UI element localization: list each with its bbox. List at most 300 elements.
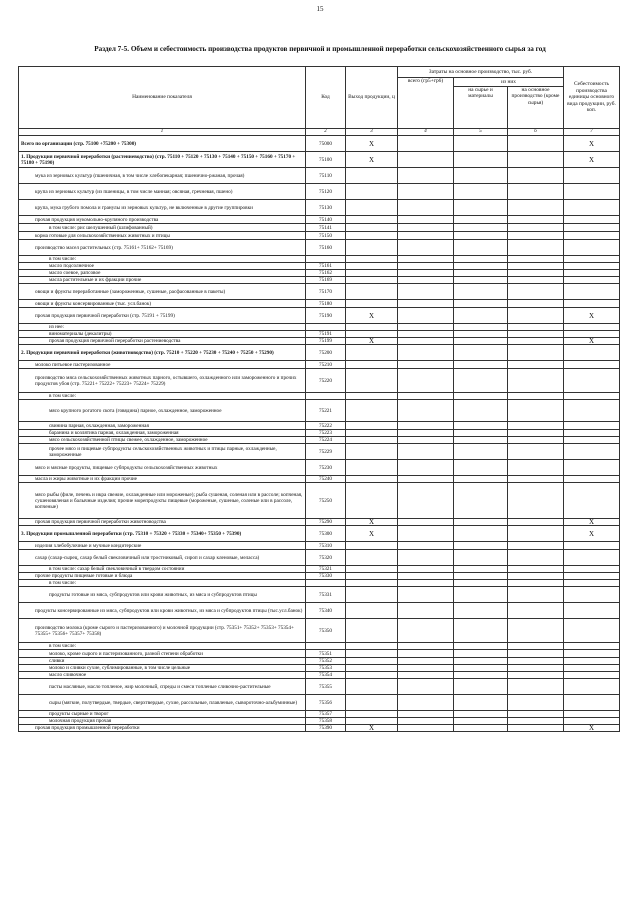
total-cost-cell bbox=[398, 284, 454, 300]
table-row bbox=[19, 430, 620, 437]
output-cell bbox=[346, 650, 398, 658]
main-cost-cell bbox=[508, 345, 564, 361]
row-name-cell: молочная продукция прочая bbox=[19, 718, 306, 725]
main-cost-cell bbox=[508, 437, 564, 444]
raw-cost-cell bbox=[454, 400, 508, 422]
header-output: Выход продукции, ц bbox=[346, 67, 398, 129]
row-code-cell: 75390 bbox=[306, 725, 346, 732]
row-name-cell: в том числе: сахар белый свекловичный в твердом состоянии bbox=[19, 566, 306, 573]
column-number: 5 bbox=[454, 129, 508, 136]
column-number: 4 bbox=[398, 129, 454, 136]
row-code-cell: 75210 bbox=[306, 361, 346, 369]
output-cell bbox=[346, 437, 398, 444]
row-code-cell: 75300 bbox=[306, 526, 346, 542]
output-cell bbox=[346, 444, 398, 460]
table-body bbox=[19, 136, 620, 732]
main-cost-cell bbox=[508, 240, 564, 256]
row-code-cell: 75357 bbox=[306, 711, 346, 718]
row-name-cell: в том числе: bbox=[19, 256, 306, 263]
unit-cost-cell bbox=[564, 422, 620, 430]
total-cost-cell bbox=[398, 444, 454, 460]
output-cell bbox=[346, 393, 398, 400]
unit-cost-cell bbox=[564, 240, 620, 256]
output-cell bbox=[346, 483, 398, 519]
column-number-row bbox=[19, 129, 620, 136]
raw-cost-cell bbox=[454, 216, 508, 224]
raw-cost-cell bbox=[454, 168, 508, 184]
unit-cost-cell: X bbox=[564, 308, 620, 324]
row-code-cell bbox=[306, 324, 346, 331]
row-name-cell: продукты консервированные из мяса, субпродуктов или крови животных, из мяса и субпродуктов птицы (тыс.усл.банок) bbox=[19, 603, 306, 619]
row-code-cell: 75353 bbox=[306, 665, 346, 672]
output-cell bbox=[346, 460, 398, 476]
total-cost-cell bbox=[398, 566, 454, 573]
total-cost-cell bbox=[398, 277, 454, 284]
output-cell bbox=[346, 573, 398, 580]
main-cost-cell bbox=[508, 430, 564, 437]
row-code-cell: 75000 bbox=[306, 136, 346, 152]
row-code-cell: 75340 bbox=[306, 603, 346, 619]
main-cost-cell bbox=[508, 338, 564, 345]
row-name-cell: прочая продукция первичной переработки растениеводства bbox=[19, 338, 306, 345]
column-number: 3 bbox=[346, 129, 398, 136]
unit-cost-cell bbox=[564, 695, 620, 711]
raw-cost-cell bbox=[454, 476, 508, 483]
row-code-cell: 75356 bbox=[306, 695, 346, 711]
raw-cost-cell bbox=[454, 136, 508, 152]
row-code-cell: 75162 bbox=[306, 270, 346, 277]
row-code-cell: 75352 bbox=[306, 658, 346, 665]
unit-cost-cell bbox=[564, 345, 620, 361]
main-cost-cell bbox=[508, 270, 564, 277]
row-code-cell: 75199 bbox=[306, 338, 346, 345]
unit-cost-cell bbox=[564, 573, 620, 580]
total-cost-cell bbox=[398, 216, 454, 224]
total-cost-cell bbox=[398, 308, 454, 324]
main-cost-cell bbox=[508, 542, 564, 550]
output-cell bbox=[346, 430, 398, 437]
table-row bbox=[19, 270, 620, 277]
main-cost-cell bbox=[508, 460, 564, 476]
table-row bbox=[19, 658, 620, 665]
raw-cost-cell bbox=[454, 573, 508, 580]
raw-cost-cell bbox=[454, 587, 508, 603]
row-code-cell: 75190 bbox=[306, 308, 346, 324]
unit-cost-cell bbox=[564, 361, 620, 369]
main-cost-cell bbox=[508, 519, 564, 526]
row-code-cell: 75191 bbox=[306, 331, 346, 338]
raw-cost-cell bbox=[454, 430, 508, 437]
total-cost-cell bbox=[398, 587, 454, 603]
table-row bbox=[19, 650, 620, 658]
total-cost-cell bbox=[398, 725, 454, 732]
main-cost-cell bbox=[508, 200, 564, 216]
raw-cost-cell bbox=[454, 519, 508, 526]
unit-cost-cell bbox=[564, 483, 620, 519]
main-cost-cell bbox=[508, 308, 564, 324]
table-row bbox=[19, 573, 620, 580]
raw-cost-cell bbox=[454, 580, 508, 587]
row-name-cell: продукты сырные и творог bbox=[19, 711, 306, 718]
raw-cost-cell bbox=[454, 711, 508, 718]
main-cost-cell bbox=[508, 476, 564, 483]
output-cell bbox=[346, 345, 398, 361]
raw-cost-cell bbox=[454, 550, 508, 566]
table-row bbox=[19, 224, 620, 232]
total-cost-cell bbox=[398, 460, 454, 476]
raw-cost-cell bbox=[454, 224, 508, 232]
main-cost-cell bbox=[508, 665, 564, 672]
row-name-cell: виноматериалы (декалитры) bbox=[19, 331, 306, 338]
table-row bbox=[19, 256, 620, 263]
output-cell bbox=[346, 658, 398, 665]
output-cell bbox=[346, 277, 398, 284]
table-row bbox=[19, 711, 620, 718]
unit-cost-cell bbox=[564, 200, 620, 216]
row-code-cell: 75240 bbox=[306, 476, 346, 483]
total-cost-cell bbox=[398, 519, 454, 526]
main-cost-cell bbox=[508, 725, 564, 732]
total-cost-cell bbox=[398, 270, 454, 277]
output-cell bbox=[346, 284, 398, 300]
row-name-cell: масла растительные и их фракции прочие bbox=[19, 277, 306, 284]
output-cell bbox=[346, 566, 398, 573]
raw-cost-cell bbox=[454, 331, 508, 338]
row-name-cell: масло соевое, рапсовое bbox=[19, 270, 306, 277]
table-row bbox=[19, 718, 620, 725]
unit-cost-cell: X bbox=[564, 338, 620, 345]
total-cost-cell bbox=[398, 152, 454, 168]
row-name-cell: в том числе: bbox=[19, 643, 306, 650]
row-code-cell: 75169 bbox=[306, 277, 346, 284]
main-cost-cell bbox=[508, 256, 564, 263]
header-costs-group: Затраты на основное производство, тыс. руб. bbox=[398, 67, 564, 78]
output-cell: X bbox=[346, 308, 398, 324]
table-row bbox=[19, 338, 620, 345]
table-row bbox=[19, 444, 620, 460]
row-code-cell: 75110 bbox=[306, 168, 346, 184]
row-code-cell: 75229 bbox=[306, 444, 346, 460]
output-cell bbox=[346, 200, 398, 216]
raw-cost-cell bbox=[454, 369, 508, 393]
unit-cost-cell bbox=[564, 619, 620, 643]
row-name-cell: масло сливочное bbox=[19, 672, 306, 679]
main-cost-cell bbox=[508, 224, 564, 232]
main-cost-cell bbox=[508, 658, 564, 665]
total-cost-cell bbox=[398, 256, 454, 263]
unit-cost-cell bbox=[564, 603, 620, 619]
unit-cost-cell bbox=[564, 566, 620, 573]
row-name-cell: мука из зерновых культур (пшеничная, в том числе хлебопекарная; пшенично-ржаная, прочая) bbox=[19, 168, 306, 184]
raw-cost-cell bbox=[454, 422, 508, 430]
main-cost-cell bbox=[508, 400, 564, 422]
raw-cost-cell bbox=[454, 679, 508, 695]
main-cost-cell bbox=[508, 526, 564, 542]
unit-cost-cell bbox=[564, 400, 620, 422]
row-name-cell: изделия хлебобулочные и мучные кондитерские bbox=[19, 542, 306, 550]
total-cost-cell bbox=[398, 136, 454, 152]
unit-cost-cell: X bbox=[564, 725, 620, 732]
raw-cost-cell bbox=[454, 460, 508, 476]
row-name-cell: в том числе: bbox=[19, 580, 306, 587]
row-code-cell: 75100 bbox=[306, 152, 346, 168]
header-raw-materials: на сырье и материалы bbox=[454, 87, 508, 129]
unit-cost-cell bbox=[564, 711, 620, 718]
row-code-cell: 75200 bbox=[306, 345, 346, 361]
total-cost-cell bbox=[398, 476, 454, 483]
raw-cost-cell bbox=[454, 437, 508, 444]
row-name-cell: прочая продукция мукомольно-крупяного производства bbox=[19, 216, 306, 224]
row-name-cell: овощи и фрукты переработанные (замороженные, сушеные, расфасованные в пакеты) bbox=[19, 284, 306, 300]
output-cell bbox=[346, 550, 398, 566]
row-name-cell: из нее: bbox=[19, 324, 306, 331]
row-name-cell: 2. Продукция первичной переработки (животноводство) (стр. 75210 + 75220 + 75230 + 75240 + 75250 + 75290) bbox=[19, 345, 306, 361]
row-name-cell: крупа из зерновых культур (из пшеницы, в том числе манная; овсяная, гречневая, пшено) bbox=[19, 184, 306, 200]
total-cost-cell bbox=[398, 650, 454, 658]
unit-cost-cell bbox=[564, 277, 620, 284]
total-cost-cell bbox=[398, 184, 454, 200]
row-code-cell bbox=[306, 643, 346, 650]
unit-cost-cell bbox=[564, 224, 620, 232]
row-code-cell: 75330 bbox=[306, 573, 346, 580]
row-code-cell: 75358 bbox=[306, 718, 346, 725]
row-name-cell: прочее мясо и пищевые субпродукты сельскохозяйственных животных и птицы парные, охлажденные, замороженные bbox=[19, 444, 306, 460]
row-name-cell: производство молока (кроме сырого и пастеризованного) и молочной продукции (стр. 75351+ 75352+ 75353+ 75354+ 75355+ 75356+ 75357+ 75358) bbox=[19, 619, 306, 643]
row-code-cell: 75222 bbox=[306, 422, 346, 430]
output-cell: X bbox=[346, 725, 398, 732]
main-cost-cell bbox=[508, 550, 564, 566]
total-cost-cell bbox=[398, 240, 454, 256]
table-row bbox=[19, 526, 620, 542]
raw-cost-cell bbox=[454, 240, 508, 256]
row-code-cell: 75224 bbox=[306, 437, 346, 444]
row-code-cell: 75350 bbox=[306, 619, 346, 643]
raw-cost-cell bbox=[454, 483, 508, 519]
table-row bbox=[19, 331, 620, 338]
main-cost-cell bbox=[508, 695, 564, 711]
unit-cost-cell bbox=[564, 444, 620, 460]
output-cell bbox=[346, 369, 398, 393]
table-row bbox=[19, 345, 620, 361]
main-cost-cell bbox=[508, 679, 564, 695]
page-number: 15 bbox=[316, 5, 324, 13]
unit-cost-cell bbox=[564, 393, 620, 400]
total-cost-cell bbox=[398, 526, 454, 542]
row-name-cell: корма готовые для сельскохозяйственных животных и птицы bbox=[19, 232, 306, 240]
total-cost-cell bbox=[398, 665, 454, 672]
raw-cost-cell bbox=[454, 300, 508, 308]
unit-cost-cell bbox=[564, 256, 620, 263]
output-cell bbox=[346, 184, 398, 200]
total-cost-cell bbox=[398, 338, 454, 345]
output-cell bbox=[346, 361, 398, 369]
table-row bbox=[19, 324, 620, 331]
main-cost-cell bbox=[508, 184, 564, 200]
unit-cost-cell bbox=[564, 369, 620, 393]
total-cost-cell bbox=[398, 422, 454, 430]
row-name-cell: овощи и фрукты консервированные (тыс. усл.банок) bbox=[19, 300, 306, 308]
raw-cost-cell bbox=[454, 718, 508, 725]
output-cell bbox=[346, 263, 398, 270]
unit-cost-cell bbox=[564, 263, 620, 270]
total-cost-cell bbox=[398, 361, 454, 369]
table-row bbox=[19, 587, 620, 603]
output-cell bbox=[346, 476, 398, 483]
row-name-cell: сахар (сахар-сырец, сахар белый свекловичный или тростниковый, сироп и сахар кленовые, меласса) bbox=[19, 550, 306, 566]
row-code-cell: 75130 bbox=[306, 200, 346, 216]
table-row bbox=[19, 679, 620, 695]
row-code-cell: 75150 bbox=[306, 232, 346, 240]
row-name-cell: мясо крупного рогатого скота (говядина) парное, охлажденное, замороженное bbox=[19, 400, 306, 422]
table-row bbox=[19, 550, 620, 566]
table-row bbox=[19, 200, 620, 216]
total-cost-cell bbox=[398, 711, 454, 718]
output-cell bbox=[346, 679, 398, 695]
total-cost-cell bbox=[398, 430, 454, 437]
main-cost-cell bbox=[508, 643, 564, 650]
raw-cost-cell bbox=[454, 695, 508, 711]
raw-cost-cell bbox=[454, 672, 508, 679]
table-row bbox=[19, 263, 620, 270]
unit-cost-cell bbox=[564, 679, 620, 695]
table-row bbox=[19, 369, 620, 393]
table-row bbox=[19, 184, 620, 200]
output-cell bbox=[346, 711, 398, 718]
total-cost-cell bbox=[398, 400, 454, 422]
row-name-cell: молоко питьевое пастеризованное bbox=[19, 361, 306, 369]
output-cell: X bbox=[346, 519, 398, 526]
column-number: 2 bbox=[306, 129, 346, 136]
raw-cost-cell bbox=[454, 338, 508, 345]
main-cost-cell bbox=[508, 566, 564, 573]
unit-cost-cell bbox=[564, 580, 620, 587]
output-cell bbox=[346, 665, 398, 672]
row-code-cell: 75220 bbox=[306, 369, 346, 393]
row-code-cell: 75120 bbox=[306, 184, 346, 200]
raw-cost-cell bbox=[454, 542, 508, 550]
row-name-cell: молоко и сливки сухие, сублимированные, в том числе цельные bbox=[19, 665, 306, 672]
row-code-cell: 75351 bbox=[306, 650, 346, 658]
raw-cost-cell bbox=[454, 650, 508, 658]
total-cost-cell bbox=[398, 550, 454, 566]
main-cost-cell bbox=[508, 232, 564, 240]
unit-cost-cell bbox=[564, 550, 620, 566]
output-cell bbox=[346, 331, 398, 338]
total-cost-cell bbox=[398, 679, 454, 695]
output-cell: X bbox=[346, 152, 398, 168]
table-row bbox=[19, 519, 620, 526]
header-of-which: из них bbox=[454, 78, 564, 87]
total-cost-cell bbox=[398, 369, 454, 393]
header-unit-cost: Себестоимость производства единицы основного вида продукции, руб. коп. bbox=[564, 67, 620, 129]
row-name-cell: масло подсолнечное bbox=[19, 263, 306, 270]
unit-cost-cell bbox=[564, 542, 620, 550]
output-cell bbox=[346, 400, 398, 422]
raw-cost-cell bbox=[454, 393, 508, 400]
table-row bbox=[19, 542, 620, 550]
table-row bbox=[19, 232, 620, 240]
total-cost-cell bbox=[398, 232, 454, 240]
total-cost-cell bbox=[398, 619, 454, 643]
row-name-cell: пасты масляные, масло топленое, жир молочный, спреды и смеси топленые сливочно-растительные bbox=[19, 679, 306, 695]
column-number: 6 bbox=[508, 129, 564, 136]
unit-cost-cell bbox=[564, 232, 620, 240]
total-cost-cell bbox=[398, 437, 454, 444]
table-row bbox=[19, 361, 620, 369]
row-name-cell: 1. Продукция первичной переработки (растениеводство) (стр. 75110 + 75120 + 75130 + 75140 + 75150 + 75160 + 75170 + 75180 + 75190) bbox=[19, 152, 306, 168]
unit-cost-cell bbox=[564, 430, 620, 437]
main-cost-cell bbox=[508, 619, 564, 643]
row-name-cell: в том числе: bbox=[19, 393, 306, 400]
output-cell bbox=[346, 168, 398, 184]
table-row bbox=[19, 665, 620, 672]
output-cell bbox=[346, 603, 398, 619]
row-name-cell: масла и жиры животные и их фракции прочие bbox=[19, 476, 306, 483]
raw-cost-cell bbox=[454, 619, 508, 643]
header-main-production: на основное производство (кроме сырья) bbox=[508, 87, 564, 129]
row-code-cell bbox=[306, 580, 346, 587]
main-cost-cell bbox=[508, 422, 564, 430]
raw-cost-cell bbox=[454, 232, 508, 240]
unit-cost-cell bbox=[564, 331, 620, 338]
total-cost-cell bbox=[398, 718, 454, 725]
main-cost-cell bbox=[508, 672, 564, 679]
total-cost-cell bbox=[398, 580, 454, 587]
row-name-cell: прочая продукция первичной переработки животноводства bbox=[19, 519, 306, 526]
table-row bbox=[19, 725, 620, 732]
table-row bbox=[19, 400, 620, 422]
section-title: Раздел 7-5. Объем и себестоимость производства продуктов первичной и промышленной переработки сельскохозяйственного сырья за год bbox=[94, 45, 546, 53]
row-code-cell: 75321 bbox=[306, 566, 346, 573]
main-cost-cell bbox=[508, 216, 564, 224]
total-cost-cell bbox=[398, 483, 454, 519]
output-cell bbox=[346, 695, 398, 711]
table-row bbox=[19, 643, 620, 650]
raw-cost-cell bbox=[454, 152, 508, 168]
row-code-cell: 75250 bbox=[306, 483, 346, 519]
main-cost-cell bbox=[508, 718, 564, 725]
main-cost-cell bbox=[508, 152, 564, 168]
total-cost-cell bbox=[398, 542, 454, 550]
row-code-cell: 75230 bbox=[306, 460, 346, 476]
output-cell: X bbox=[346, 136, 398, 152]
total-cost-cell bbox=[398, 658, 454, 665]
unit-cost-cell bbox=[564, 437, 620, 444]
table-row bbox=[19, 672, 620, 679]
main-cost-cell bbox=[508, 324, 564, 331]
row-name-cell: баранина и козлятина парная, охлажденная, замороженная bbox=[19, 430, 306, 437]
table-row bbox=[19, 152, 620, 168]
main-cost-cell bbox=[508, 331, 564, 338]
row-code-cell: 75161 bbox=[306, 263, 346, 270]
row-code-cell: 75354 bbox=[306, 672, 346, 679]
raw-cost-cell bbox=[454, 324, 508, 331]
output-cell bbox=[346, 672, 398, 679]
raw-cost-cell bbox=[454, 263, 508, 270]
table-row bbox=[19, 460, 620, 476]
table-row bbox=[19, 393, 620, 400]
output-cell bbox=[346, 718, 398, 725]
unit-cost-cell bbox=[564, 650, 620, 658]
main-cost-cell bbox=[508, 580, 564, 587]
table-row bbox=[19, 566, 620, 573]
table-row bbox=[19, 437, 620, 444]
raw-cost-cell bbox=[454, 725, 508, 732]
row-name-cell: молоко, кроме сырого и пастеризованного, разной степени обработки bbox=[19, 650, 306, 658]
main-cost-cell bbox=[508, 136, 564, 152]
raw-cost-cell bbox=[454, 526, 508, 542]
table-row bbox=[19, 277, 620, 284]
